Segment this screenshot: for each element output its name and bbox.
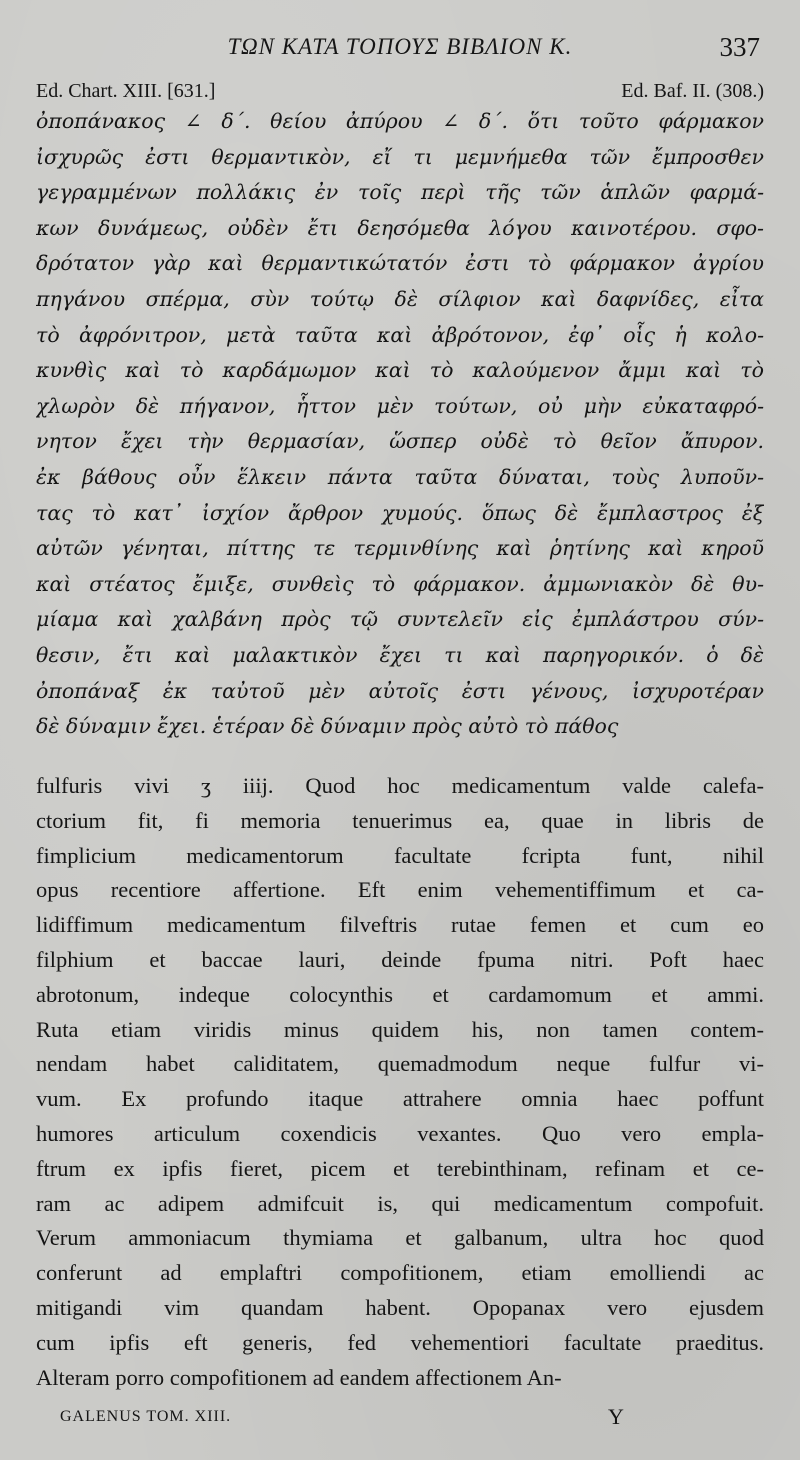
latin-line: Alteram porro compofitionem ad eandem affectionem An- [36,1364,562,1390]
greek-line: τὸ ἀφρόνιτρον, μετὰ ταῦτα καὶ ἀβρότονον, ἐφ᾽ οἷς ἡ κολο- [36,322,764,347]
edition-chartier: Ed. Chart. XIII. [631.] [36,80,216,102]
latin-line: mitigandi vim quandam habent. Opopanax vero ejusdem [36,1294,764,1320]
edition-basel: Ed. Baf. II. (308.) [621,80,764,102]
latin-line: ram ac adipem admifcuit is, qui medicamentum compofuit. [36,1190,764,1216]
signature-mark: Y [608,1404,624,1429]
running-head [36,34,764,64]
latin-line: nendam habet caliditatem, quemadmodum neque fulfur vi- [36,1051,764,1077]
edition-line [36,80,764,106]
greek-line: πηγάνου σπέρμα, σὺν τούτῳ δὲ σίλφιον καὶ δαφνίδες, εἶτα [36,286,764,311]
greek-line: ὀποπάναξ ἐκ ταὐτοῦ μὲν αὐτοῖς ἐστι γένους, ἰσχυροτέραν [36,678,764,703]
page-number: 337 [719,32,760,62]
latin-line: abrotonum, indeque colocynthis et cardamomum et ammi. [36,981,764,1007]
page-footer [36,1404,764,1434]
greek-line: νητον ἔχει τὴν θερμασίαν, ὥσπερ οὐδὲ τὸ θεῖον ἄπυρον. [36,429,764,454]
latin-line: fimplicium medicamentorum facultate fcripta funt, nihil [36,842,764,868]
greek-line: θεσιν, ἔτι καὶ μαλακτικὸν ἔχει τι καὶ παρηγορικόν. ὁ δὲ [36,642,764,667]
latin-line: Verum ammoniacum thymiama et galbanum, ultra hoc quod [36,1225,764,1251]
greek-line: κυνθὶς καὶ τὸ καρδάμωμον καὶ τὸ καλούμενον ἄμμι καὶ τὸ [36,358,764,383]
latin-line: conferunt ad emplaftri compofitionem, etiam emolliendi ac [36,1260,764,1286]
latin-line: opus recentiore affertione. Eft enim vehementiffimum et ca- [36,877,764,903]
greek-line: χλωρὸν δὲ πήγανον, ἧττον μὲν τούτων, οὐ μὴν εὐκαταφρό- [36,393,764,418]
latin-line: cum ipfis eft generis, fed vehementiori facultate praeditus. [36,1329,764,1355]
greek-line: ἐκ βάθους οὖν ἕλκειν πάντα ταῦτα δύναται, τοὺς λυποῦν- [36,464,764,489]
latin-line: Ruta etiam viridis minus quidem his, non tamen contem- [36,1016,764,1042]
greek-line: κων δυνάμεως, οὐδὲν ἔτι δεησόμεθα λόγου καινοτέρου. σφο- [36,215,764,240]
greek-line: δὲ δύναμιν ἔχει. ἑτέραν δὲ δύναμιν πρὸς αὐτὸ τὸ πάθος [36,714,619,739]
latin-line: humores articulum coxendicis vexantes. Quo vero empla- [36,1120,764,1146]
greek-line: καὶ στέατος ἔμιξε, συνθεὶς τὸ φάρμακον. ἀμμωνιακὸν δὲ θυ- [36,571,764,596]
greek-line: γεγραμμένων πολλάκις ἐν τοῖς περὶ τῆς τῶν ἁπλῶν φαρμά- [36,180,764,205]
greek-line: τας τὸ κατ᾽ ἰσχίον ἄρθρον χυμούς. ὅπως δὲ ἔμπλαστρος ἐξ [36,500,764,525]
greek-line: δρότατον γὰρ καὶ θερμαντικώτατόν ἐστι τὸ φάρμακον ἀγρίου [36,251,764,276]
greek-line: μίαμα καὶ χαλβάνη πρὸς τῷ συντελεῖν εἰς ἐμπλάστρου σύν- [36,607,764,632]
latin-line: filphium et baccae lauri, deinde fpuma nitri. Poft haec [36,946,764,972]
footer-volume: GALENUS TOM. XIII. [60,1408,232,1425]
greek-line: ἰσχυρῶς ἐστι θερμαντικὸν, εἴ τι μεμνήμεθα τῶν ἔμπροσθεν [36,144,764,169]
greek-line: αὐτῶν γένηται, πίττης τε τερμινθίνης καὶ ῥητίνης καὶ κηροῦ [36,536,764,561]
latin-line: ftrum ex ipfis fieret, picem et terebinthinam, refinam et ce- [36,1155,764,1181]
running-title: ΤΩΝ ΚΑΤΑ ΤΟΠΟΥΣ ΒΙΒΛΙΟΝ Κ. [227,34,573,59]
latin-line: fulfuris vivi ʒ iiij. Quod hoc medicamentum valde calefa- [36,773,764,798]
greek-line: ὀποπάνακος ∠ δ΄. θείου ἀπύρου ∠ δ΄. ὅτι τοῦτο φάρμακον [36,109,764,133]
greek-text-block [36,104,764,745]
latin-text-block [36,769,764,1395]
latin-line: lidiffimum medicamentum filveftris rutae femen et cum eo [36,912,764,938]
latin-line: ctorium fit, fi memoria tenuerimus ea, quae in libris de [36,807,764,833]
latin-line: vum. Ex profundo itaque attrahere omnia haec poffunt [36,1086,764,1112]
